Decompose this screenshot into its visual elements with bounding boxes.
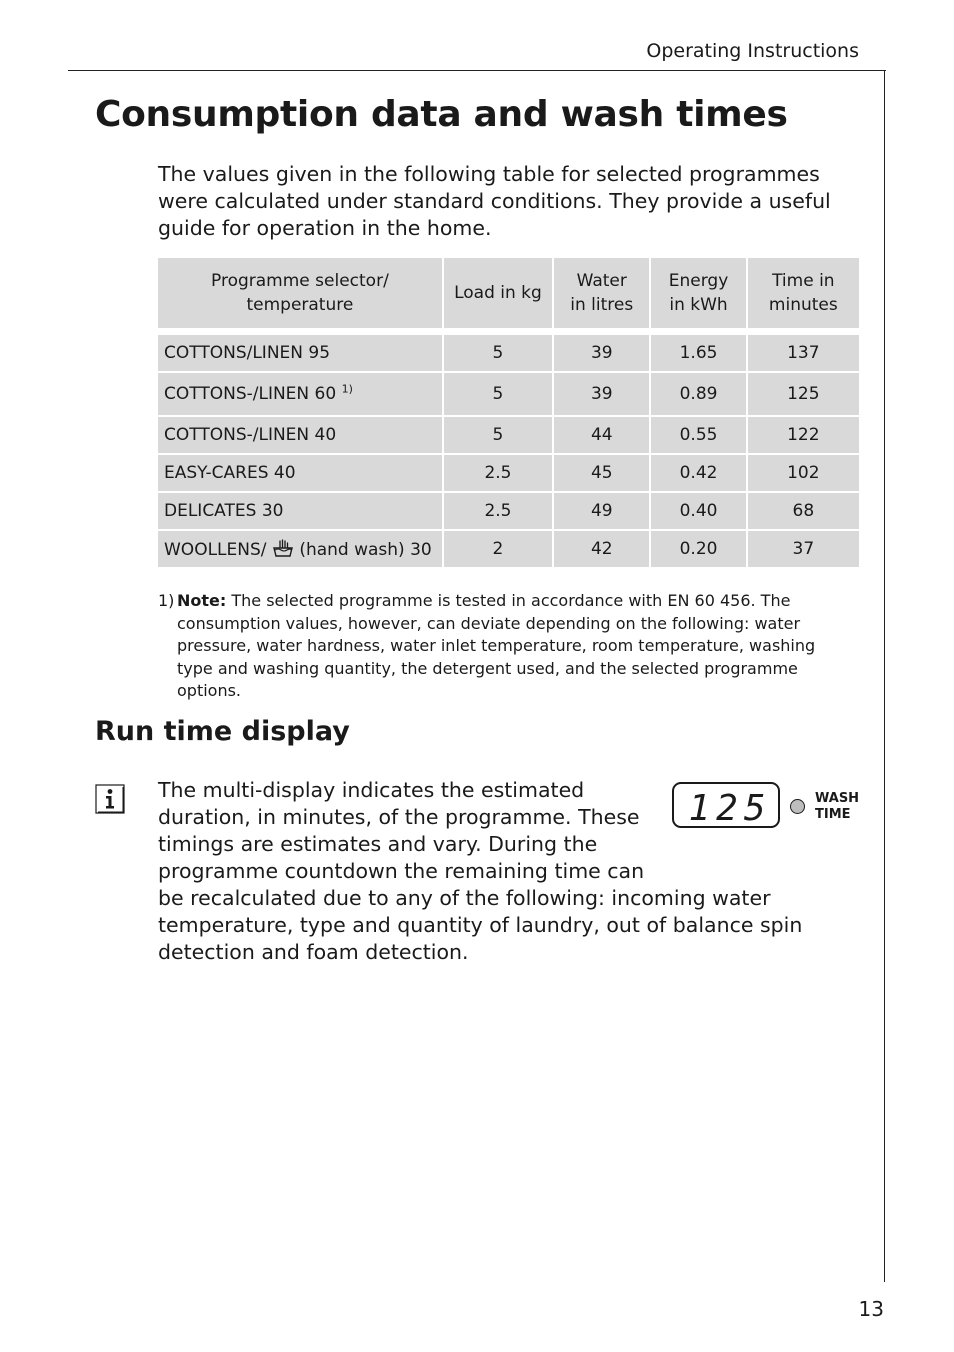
header-time: Time in minutes	[748, 258, 859, 328]
cell-programme: COTTONS/LINEN 95	[158, 335, 442, 371]
table-row	[158, 455, 859, 491]
wash-time-label: WASH TIME	[815, 791, 860, 822]
cell-time: 37	[748, 531, 859, 567]
cell-energy: 0.40	[651, 493, 745, 529]
footnote	[158, 590, 838, 703]
footnote-text: The selected programme is tested in accordance with EN 60 456. The consumption values, however, can deviate depending on the following: water pressure, water hardness, water inlet temperature, room temperature, washing type and washing quantity, the detergent used, and the selected programme options.	[177, 591, 816, 700]
cell-programme: EASY-CARES 40	[158, 455, 442, 491]
consumption-table	[156, 256, 861, 569]
cell-water: 45	[554, 455, 649, 491]
hand-wash-icon	[272, 538, 294, 558]
cell-water: 49	[554, 493, 649, 529]
section-title: Run time display	[95, 716, 350, 747]
cell-programme: DELICATES 30	[158, 493, 442, 529]
page-number: 13	[858, 1297, 884, 1321]
run-time-paragraph: The multi-display indicates the estimated duration, in minutes, of the programme. These timings are estimates and vary. During the programme countdown the remaining time can be recalculated due to any of the following: incoming water temperature, type and quantity of laundry, out of balance spin detection and foam detection.	[158, 778, 803, 964]
table-row	[158, 531, 859, 567]
display-digits: 125	[688, 788, 772, 829]
cell-load: 2	[444, 531, 552, 567]
page-title: Consumption data and wash times	[95, 94, 788, 135]
wash-time-indicator	[790, 799, 805, 814]
margin-rule	[884, 70, 885, 1282]
header-energy: Energy in kWh	[651, 258, 745, 328]
cell-programme: COTTONS-/LINEN 60 $^{1)}$	[158, 373, 442, 415]
table-row	[158, 493, 859, 529]
cell-water: 44	[554, 417, 649, 453]
cell-load: 5	[444, 417, 552, 453]
header-water: Water in litres	[554, 258, 649, 328]
cell-time: 102	[748, 455, 859, 491]
cell-energy: 1.65	[651, 335, 745, 371]
cell-time: 137	[748, 335, 859, 371]
cell-time: 125	[748, 373, 859, 415]
cell-programme: WOOLLENS/ (hand wash) 30	[158, 531, 442, 567]
cell-energy: 0.42	[651, 455, 745, 491]
footnote-ref: 1)	[341, 382, 353, 396]
lcd-digits	[674, 784, 782, 830]
cell-load: 5	[444, 373, 552, 415]
cell-energy: 0.20	[651, 531, 745, 567]
table-row	[158, 373, 859, 415]
cell-time: 122	[748, 417, 859, 453]
multi-display	[672, 782, 860, 834]
cell-programme: COTTONS-/LINEN 40	[158, 417, 442, 453]
table-header-row	[158, 258, 859, 328]
cell-water: 39	[554, 373, 649, 415]
info-icon	[95, 784, 125, 814]
lcd-panel	[672, 782, 780, 828]
table-row	[158, 417, 859, 453]
cell-energy: 0.55	[651, 417, 745, 453]
cell-energy: 0.89	[651, 373, 745, 415]
header-load: Load in kg	[444, 258, 552, 328]
header-rule	[68, 70, 886, 71]
cell-time: 68	[748, 493, 859, 529]
cell-water: 42	[554, 531, 649, 567]
footnote-label: Note:	[177, 591, 227, 610]
footnote-marker: 1)	[158, 591, 175, 610]
cell-water: 39	[554, 335, 649, 371]
intro-paragraph: The values given in the following table for selected programmes were calculated under standard conditions. They provide a useful guide for operation in the home.	[158, 162, 831, 240]
table-row	[158, 335, 859, 371]
cell-load: 5	[444, 335, 552, 371]
cell-load: 2.5	[444, 455, 552, 491]
running-header: Operating Instructions	[646, 40, 859, 62]
header-programme: Programme selector/ temperature	[158, 258, 442, 328]
cell-load: 2.5	[444, 493, 552, 529]
